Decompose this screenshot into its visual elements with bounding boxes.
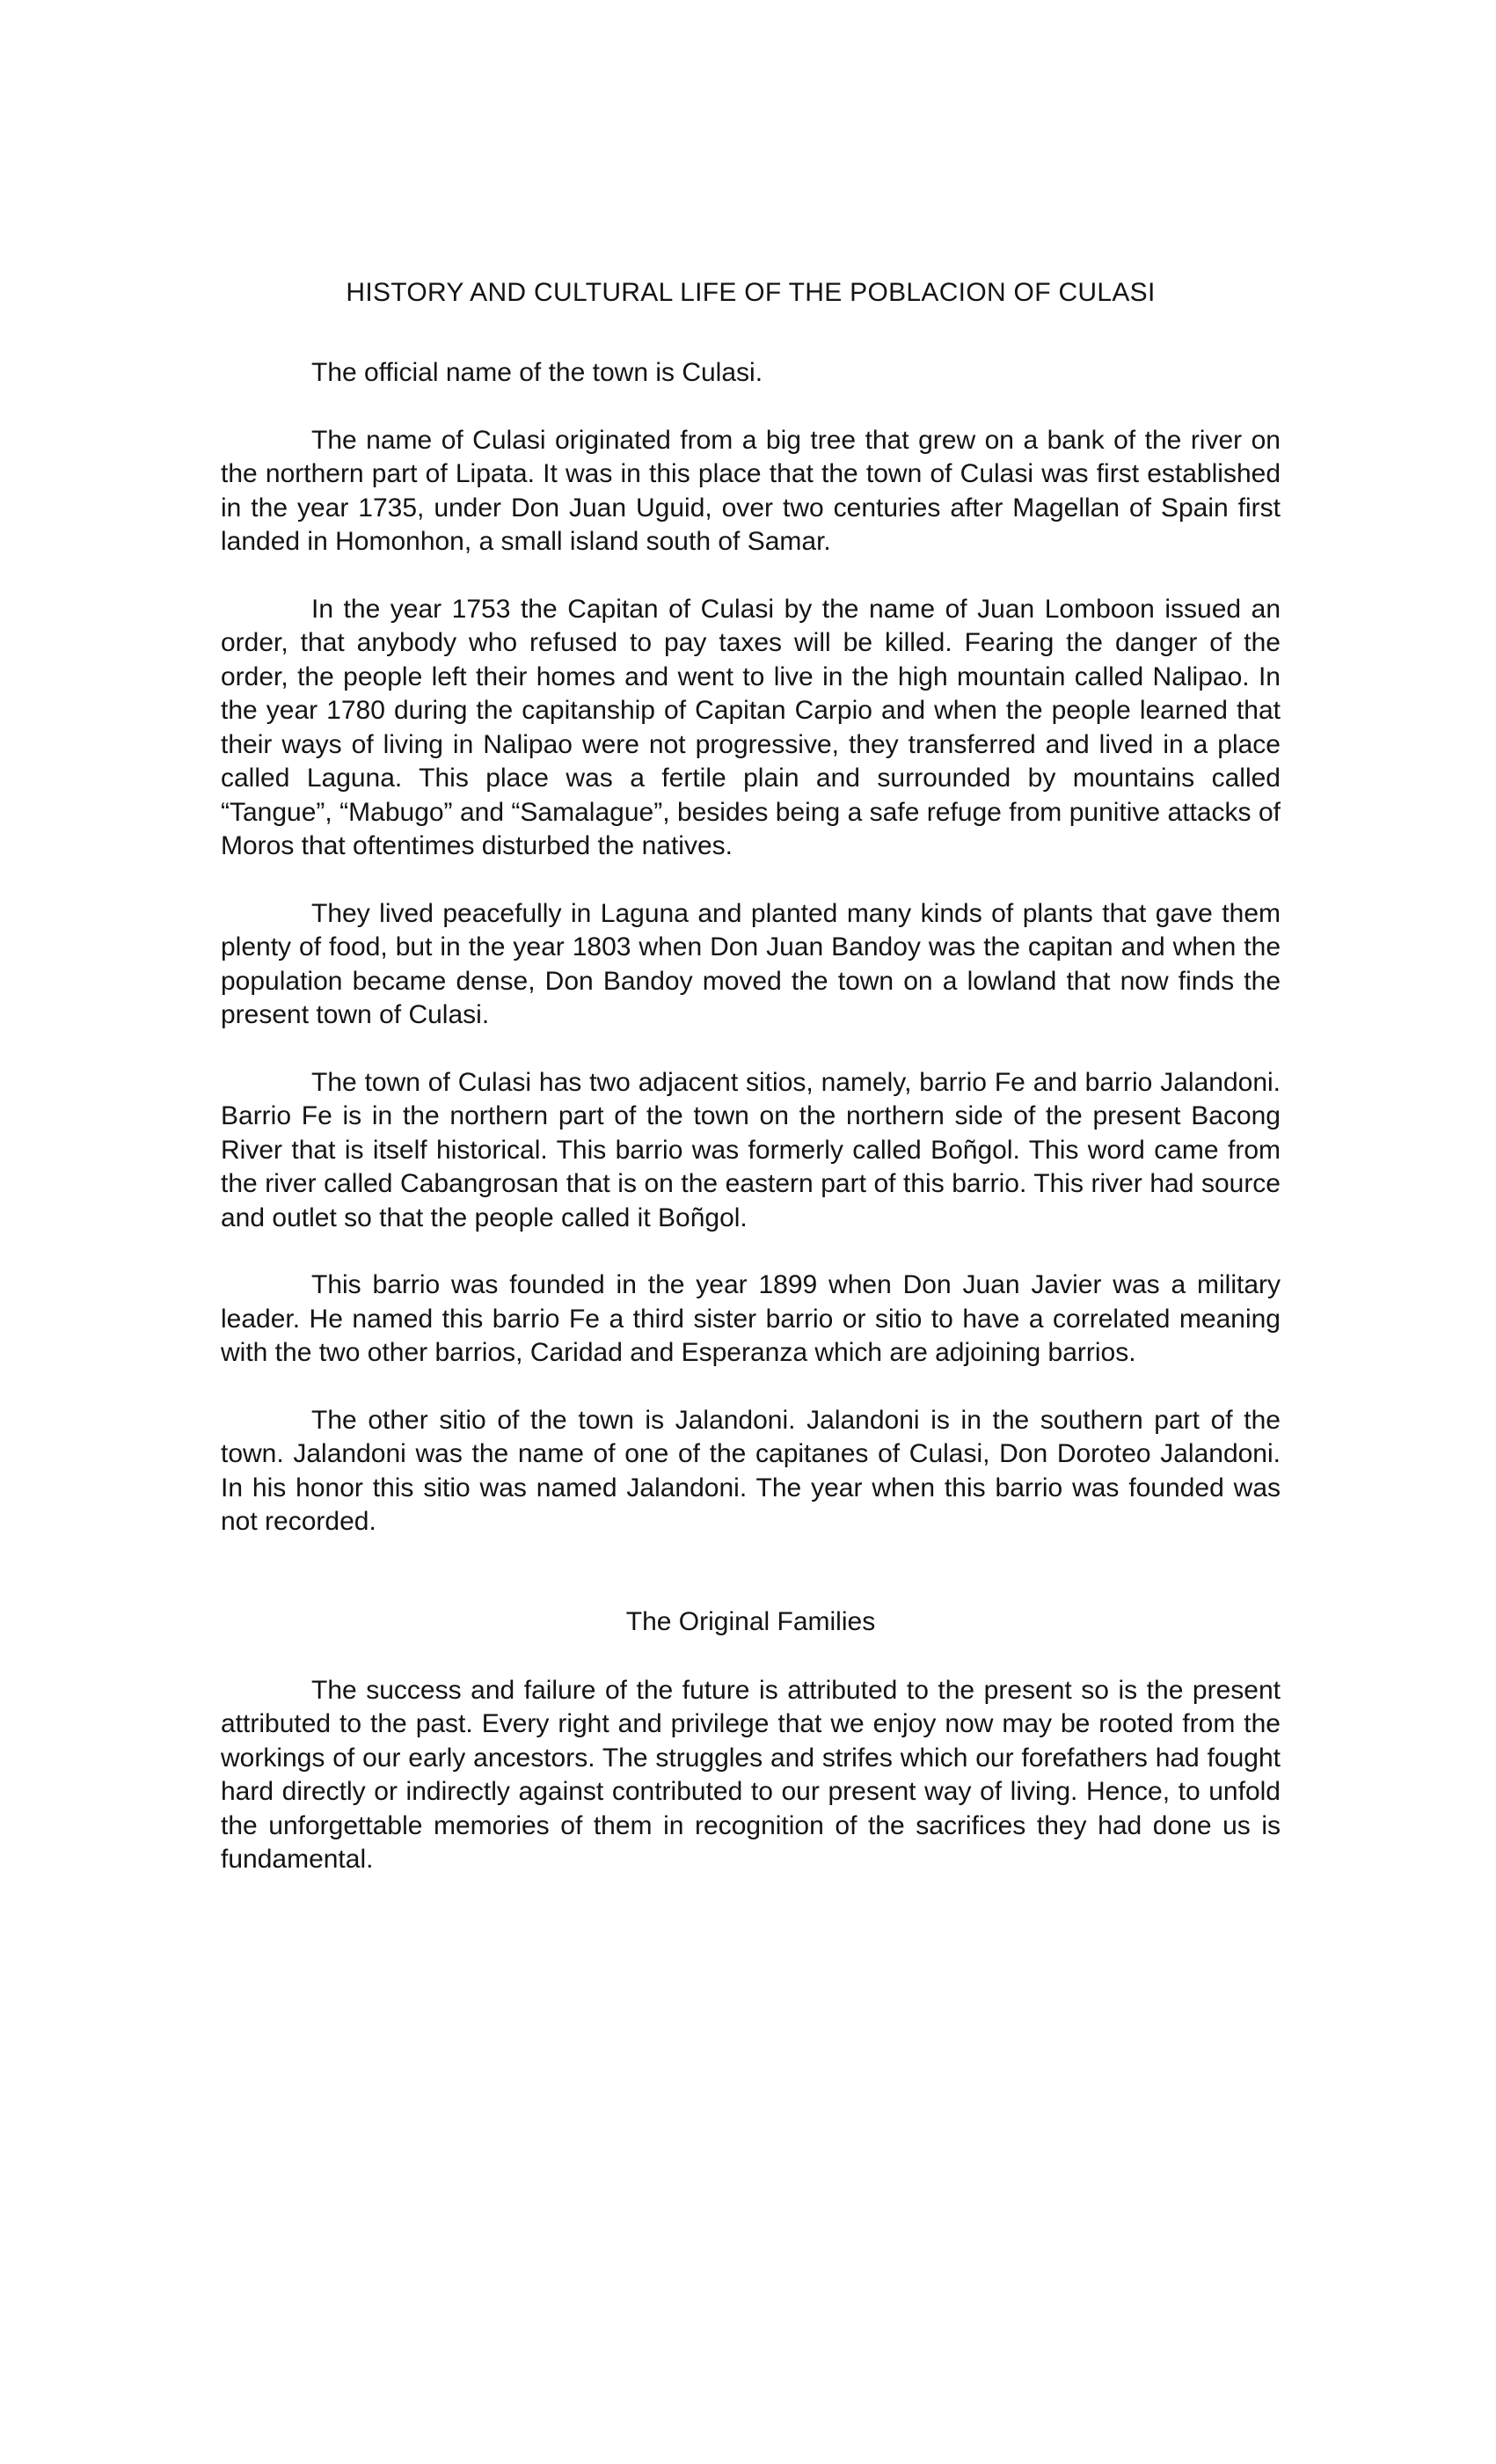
paragraph-name-origin: The name of Culasi originated from a big tree that grew on a bank of the river on the northern part of Lipata. It was in this place that the town of Culasi was first established in the year 1735, under Don Juan Uguid, over two centuries after Magellan of Spain first landed in Homonhon, a small island south of Samar. xyxy=(221,425,1281,556)
paragraph-laguna: They lived peacefully in Laguna and planted many kinds of plants that gave them plenty of food, but in the year 1803 when Don Juan Bandoy was the capitan and when the population became dense, Don Bandoy moved the town on a lowland that now finds the present town of Culasi. xyxy=(221,898,1281,1029)
paragraph-official-name: The official name of the town is Culasi. xyxy=(311,358,763,387)
paragraph-barrio-fe: This barrio was founded in the year 1899 when Don Juan Javier was a military leader. He named this barrio Fe a third sister barrio or sitio to have a correlated meaning with the two other barrios, Caridad and Esperanza which are adjoining barrios. xyxy=(221,1270,1281,1367)
document-body xyxy=(221,276,1281,1877)
paragraph-sitios: The town of Culasi has two adjacent sitios, namely, barrio Fe and barrio Jalandoni. Barrio Fe is in the northern part of the town on the northern side of the present Bacong River that is itself historical. This barrio was formerly called Boñgol. This word came from the river called Cabangrosan that is on the eastern part of this barrio. This river had source and outlet so that the people called it Boñgol. xyxy=(221,1067,1281,1232)
paragraph-capitan-order: In the year 1753 the Capitan of Culasi by the name of Juan Lomboon issued an order, that anybody who refused to pay taxes will be killed. Fearing the danger of the order, the people left their homes and went to live in the high mountain called Nalipao. In the year 1780 during the capitanship of Capitan Carpio and when the people learned that their ways of living in Nalipao were not progressive, they transferred and lived in a place called Laguna. This place was a fertile plain and surrounded by mountains called “Tangue”, “Mabugo” and “Samalague”, besides being a safe refuge from punitive attacks of Moros that oftentimes disturbed the natives. xyxy=(221,594,1281,860)
paragraph-jalandoni: The other sitio of the town is Jalandoni. Jalandoni is in the southern part of the town. Jalandoni was the name of one of the capitanes of Culasi, Don Doroteo Jalandoni. In his honor this sitio was named Jalandoni. The year when this barrio was founded was not recorded. xyxy=(221,1405,1281,1536)
document-title: HISTORY AND CULTURAL LIFE OF THE POBLACION OF CULASI xyxy=(346,278,1156,307)
section-heading-original-families: The Original Families xyxy=(625,1606,876,1636)
paragraph-original-families: The success and failure of the future is attributed to the present so is the present attributed to the past. Every right and privilege that we enjoy now may be rooted from the workings of our early ancestors. The struggles and strifes which our forefathers had fought hard directly or indirectly against contributed to our present way of living. Hence, to unfold the unforgettable memories of them in recognition of the sacrifices they had done us is fundamental. xyxy=(221,1675,1281,1874)
